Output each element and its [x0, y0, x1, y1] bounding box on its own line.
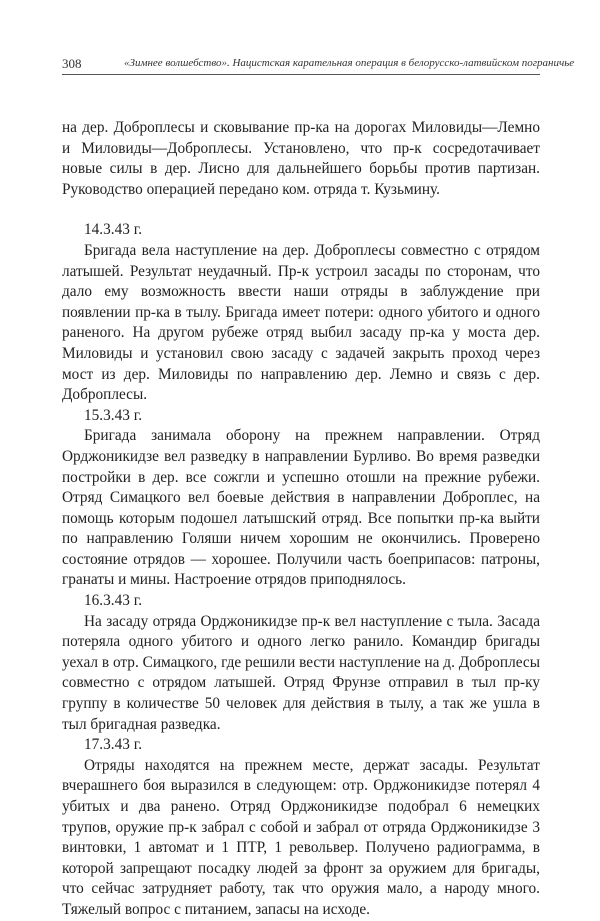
entry-text: На засаду отряда Орджоникидзе пр-к вел наступление с тыла. Засада потеряла одного убитого и одного легко ранило. Командир бригады уехал в отр. Симацкого, где решили вести наступление на д. Доброплесы совместно с отрядом латышей. Отряд Фрунзе отправил в тыл пр-ку группу в количестве 50 человек для действия в тылу, а так же ушла в тыл бригадная разведка.	[62, 612, 540, 733]
entry-date: 14.3.43 г.	[84, 221, 143, 239]
entry-date: 17.3.43 г.	[84, 736, 143, 754]
intro-paragraph: на дер. Доброплесы и сковывание пр-ка на дорогах Миловиды—Лемно и Миловиды—Доброплесы. Установлено, что пр-к сосредотачивает новые силы в дер. Лисно для дальнейшего борьбы против партизан. Руководство операцией передано ком. отряда т. Кузьмину.	[62, 119, 540, 198]
running-title: «Зимнее волшебство». Нацистская карательная операция в белорусско-латвийском пограничье	[124, 57, 575, 69]
header-divider	[62, 74, 540, 75]
page-number: 308	[62, 56, 82, 71]
entry-text: Отряды находятся на прежнем месте, держат засады. Результат вчерашнего боя выразился в следующем: отр. Орджоникидзе потерял 4 убитых и два ранено. Отряд Орджоникидзе подобрал 6 немецких трупов, оружие пр-к забрал с собой и забрал от отряда Орджоникидзе 3 винтовки, 1 автомат и 1 ПТР, 1 револьвер. Получено радиограмма, в которой запрещают посадку людей за фронт за оружием для бригады, что сейчас затрудняет работу, так что оружия мало, а народу много. Тяжелый вопрос с питанием, запасы на исходе.	[62, 756, 540, 918]
entry-date: 15.3.43 г.	[84, 406, 143, 424]
entry-date: 16.3.43 г.	[84, 592, 143, 610]
paragraph-gap	[62, 200, 540, 220]
entry-text: Бригада занимала оборону на прежнем направлении. Отряд Орджоникидзе вел разведку в направлении Бурливо. Во время разведки постройки в дер. все сожгли и успешно отошли на прежние рубежи. Отряд Симацкого вел боевые действия в направлении Доброплес, на помощь которым подошел латышский отряд. Все попытки пр-ка выйти по направлению Голяши ничем хорошим не окончились. Проверено состояние отрядов — хорошее. Получили часть боеприпасов: патроны, гранаты и мины. Настроение отрядов приподнялось.	[62, 427, 540, 589]
page-body	[62, 118, 540, 921]
entry-text: Бригада вела наступление на дер. Доброплесы совместно с отрядом латышей. Результат неудачный. Пр-к устроил засады по сторонам, что дало ему возможность ввести наши отряды в заблуждение при появлении пр-ка в тылу. Бригада имеет потери: одного убитого и одного раненого. На другом рубеже отряд выбил засаду пр-ка у моста дер. Миловиды и установил свою засаду с задачей закрыть проход через мост из дер. Миловиды по направлению дер. Лемно и связь с дер. Доброплесы.	[62, 241, 540, 404]
